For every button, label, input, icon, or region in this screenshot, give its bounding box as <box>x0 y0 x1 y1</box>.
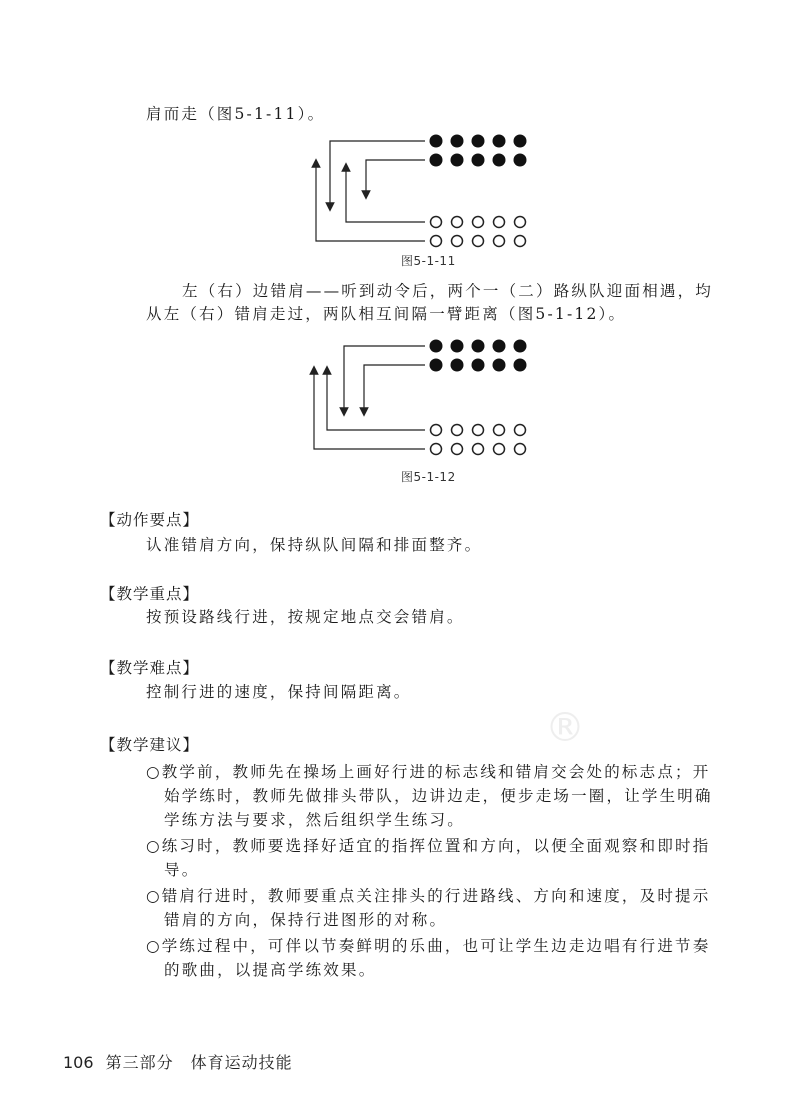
para2-line1: 左（右）边错肩——听到动令后，两个一（二）路纵队迎面相遇，均 <box>182 282 714 300</box>
open-dots-row-2 <box>431 236 526 247</box>
footer-section-title: 第三部分 体育运动技能 <box>105 1053 293 1072</box>
path-arrows <box>316 141 425 241</box>
open-dots-row-1 <box>431 217 526 228</box>
suggestion-2-line-1: ○练习时，教师要选择好适宜的指挥位置和方向，以便全面观察和即时指 <box>146 837 711 855</box>
suggestion-1-line-3: 学练方法与要求，然后组织学生练习。 <box>164 811 465 829</box>
figure-5-1-11-caption: 图5-1-11 <box>401 254 456 268</box>
action-points-heading: 【动作要点】 <box>100 511 200 529</box>
filled-dots-row-2 <box>430 359 527 372</box>
suggestion-1-line-1: ○教学前，教师先在操场上画好行进的标志线和错肩交会处的标志点；开 <box>146 763 711 781</box>
publisher-watermark: ® <box>545 705 585 751</box>
filled-dots-row-1 <box>430 340 527 353</box>
open-dots-row-1 <box>431 425 526 436</box>
open-dots-row-2 <box>431 444 526 455</box>
path-arrows <box>314 346 425 449</box>
page-number: 106 <box>63 1053 94 1072</box>
suggestion-3-line-1: ○错肩行进时，教师要重点关注排头的行进路线、方向和速度，及时提示 <box>146 887 711 905</box>
teaching-difficulty-body: 控制行进的速度，保持间隔距离。 <box>146 683 412 701</box>
action-points-body: 认准错肩方向，保持纵队间隔和排面整齐。 <box>146 536 483 554</box>
suggestion-3-line-2: 错肩的方向，保持行进图形的对称。 <box>164 911 448 929</box>
figure-5-1-11 <box>300 125 540 270</box>
suggestion-2-line-2: 导。 <box>164 861 200 879</box>
teaching-focus-body: 按预设路线行进，按规定地点交会错肩。 <box>146 608 465 626</box>
filled-dots-row-1 <box>430 135 527 148</box>
intro-line: 肩而走（图5-1-11）。 <box>146 105 326 123</box>
figure-5-1-12 <box>300 332 540 467</box>
suggestion-4-line-1: ○学练过程中，可伴以节奏鲜明的乐曲，也可让学生边走边唱有行进节奏 <box>146 937 711 955</box>
filled-dots-row-2 <box>430 154 527 167</box>
figure-5-1-12-caption: 图5-1-12 <box>401 470 456 484</box>
teaching-suggestions-heading: 【教学建议】 <box>100 736 200 754</box>
page-footer <box>63 1050 293 1073</box>
teaching-difficulty-heading: 【教学难点】 <box>100 659 200 677</box>
teaching-focus-heading: 【教学重点】 <box>100 585 200 603</box>
para2-line2: 从左（右）错肩走过，两队相互间隔一臂距离（图5-1-12）。 <box>146 305 627 323</box>
suggestion-1-line-2: 始学练时，教师先做排头带队，边讲边走，便步走场一圈，让学生明确 <box>164 787 713 805</box>
suggestion-4-line-2: 的歌曲，以提高学练效果。 <box>164 961 377 979</box>
